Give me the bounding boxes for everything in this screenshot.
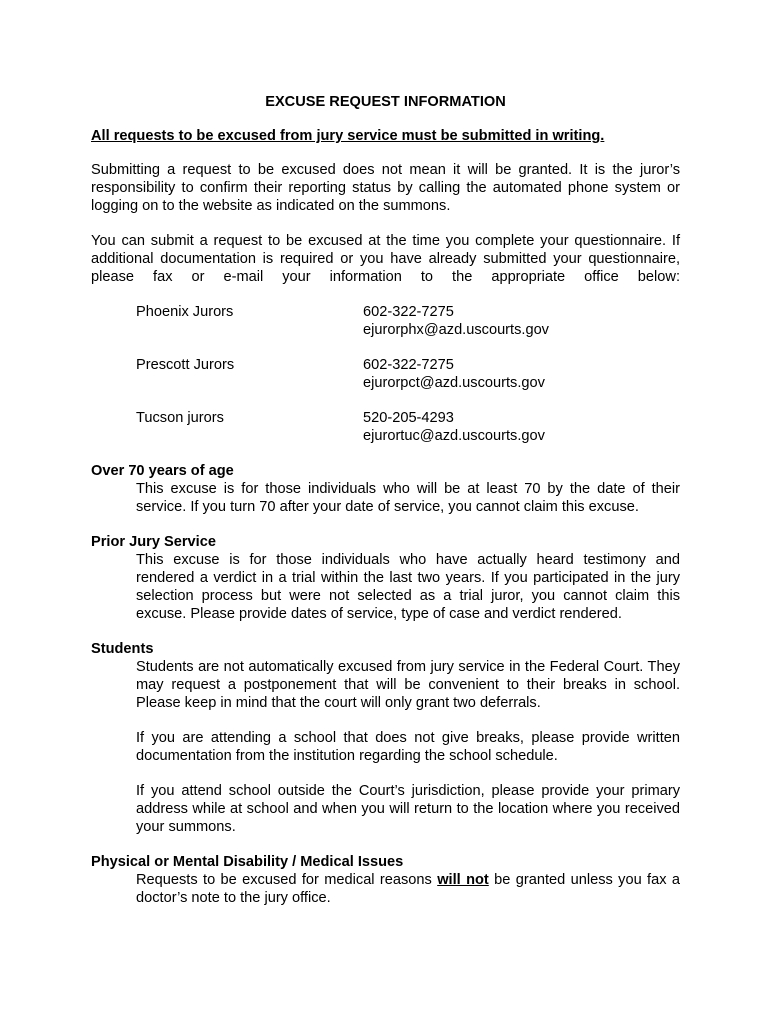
emphasis-text: will not	[437, 872, 489, 888]
office-phone: 520-205-4293	[363, 410, 454, 426]
section-students	[91, 640, 680, 836]
section-paragraph: If you are attending a school that does not give breaks, please provide written documentation from the institution regarding the school schedule.	[136, 730, 680, 764]
office-email: ejurortuc@azd.uscourts.gov	[363, 428, 545, 444]
office-name: Tucson jurors	[136, 410, 224, 426]
office-contact-list	[136, 303, 680, 445]
office-email: ejurorpct@azd.uscourts.gov	[363, 375, 545, 391]
section-body	[136, 480, 680, 516]
office-row-phoenix	[136, 303, 680, 339]
section-over-70	[91, 462, 680, 516]
section-body	[136, 658, 680, 836]
page-title: EXCUSE REQUEST INFORMATION	[265, 94, 506, 110]
office-name: Prescott Jurors	[136, 357, 235, 373]
intro-paragraph: You can submit a request to be excused at the time you complete your questionnaire. If additional documentation is required or you have already submitted your questionnaire, please fax or e-mail your information to the appropriate office below:	[91, 233, 680, 285]
section-prior-jury-service	[91, 533, 680, 623]
office-row-prescott	[136, 356, 680, 392]
section-paragraph: This excuse is for those individuals who will be at least 70 by the date of their service. If you turn 70 after your date of service, you cannot claim this excuse.	[136, 481, 680, 515]
section-paragraph: This excuse is for those individuals who have actually heard testimony and rendered a verdict in a trial within the last two years. If you participated in the jury selection process but were not selected as a trial juror, you cannot claim this excuse. Please provide dates of service, type of case and verdict rendered.	[136, 552, 680, 622]
text-run: be granted unless you fax a doctor’s note to the jury office.	[136, 872, 680, 906]
office-contact	[363, 409, 545, 445]
office-contact	[363, 303, 549, 339]
section-heading: Prior Jury Service	[91, 534, 216, 550]
section-heading: Over 70 years of age	[91, 463, 234, 479]
office-row-tucson	[136, 409, 680, 445]
text-run: Requests to be excused for medical reasons	[136, 872, 438, 888]
section-paragraph: Students are not automatically excused from jury service in the Federal Court. They may request a postponement that will be convenient to their breaks in school. Please keep in mind that the court will only grant two deferrals.	[136, 659, 680, 711]
section-paragraph: If you attend school outside the Court’s jurisdiction, please provide your primary address while at school and when you will return to the location where you received your summons.	[136, 783, 680, 835]
office-phone: 602-322-7275	[363, 357, 454, 373]
section-paragraph	[136, 871, 680, 907]
office-contact	[363, 356, 545, 392]
section-medical	[91, 853, 680, 907]
office-phone: 602-322-7275	[363, 304, 454, 320]
section-body	[136, 871, 680, 907]
section-heading: Physical or Mental Disability / Medical Issues	[91, 854, 404, 870]
intro-paragraph: Submitting a request to be excused does not mean it will be granted. It is the juror’s responsibility to confirm their reporting status by calling the automated phone system or logging on to the website as indicated on the summons.	[91, 162, 680, 214]
office-email: ejurorphx@azd.uscourts.gov	[363, 322, 549, 338]
document-page	[91, 93, 680, 924]
office-name: Phoenix Jurors	[136, 304, 234, 320]
section-body	[136, 551, 680, 623]
lead-statement: All requests to be excused from jury service must be submitted in writing.	[91, 128, 605, 144]
section-heading: Students	[91, 641, 154, 657]
